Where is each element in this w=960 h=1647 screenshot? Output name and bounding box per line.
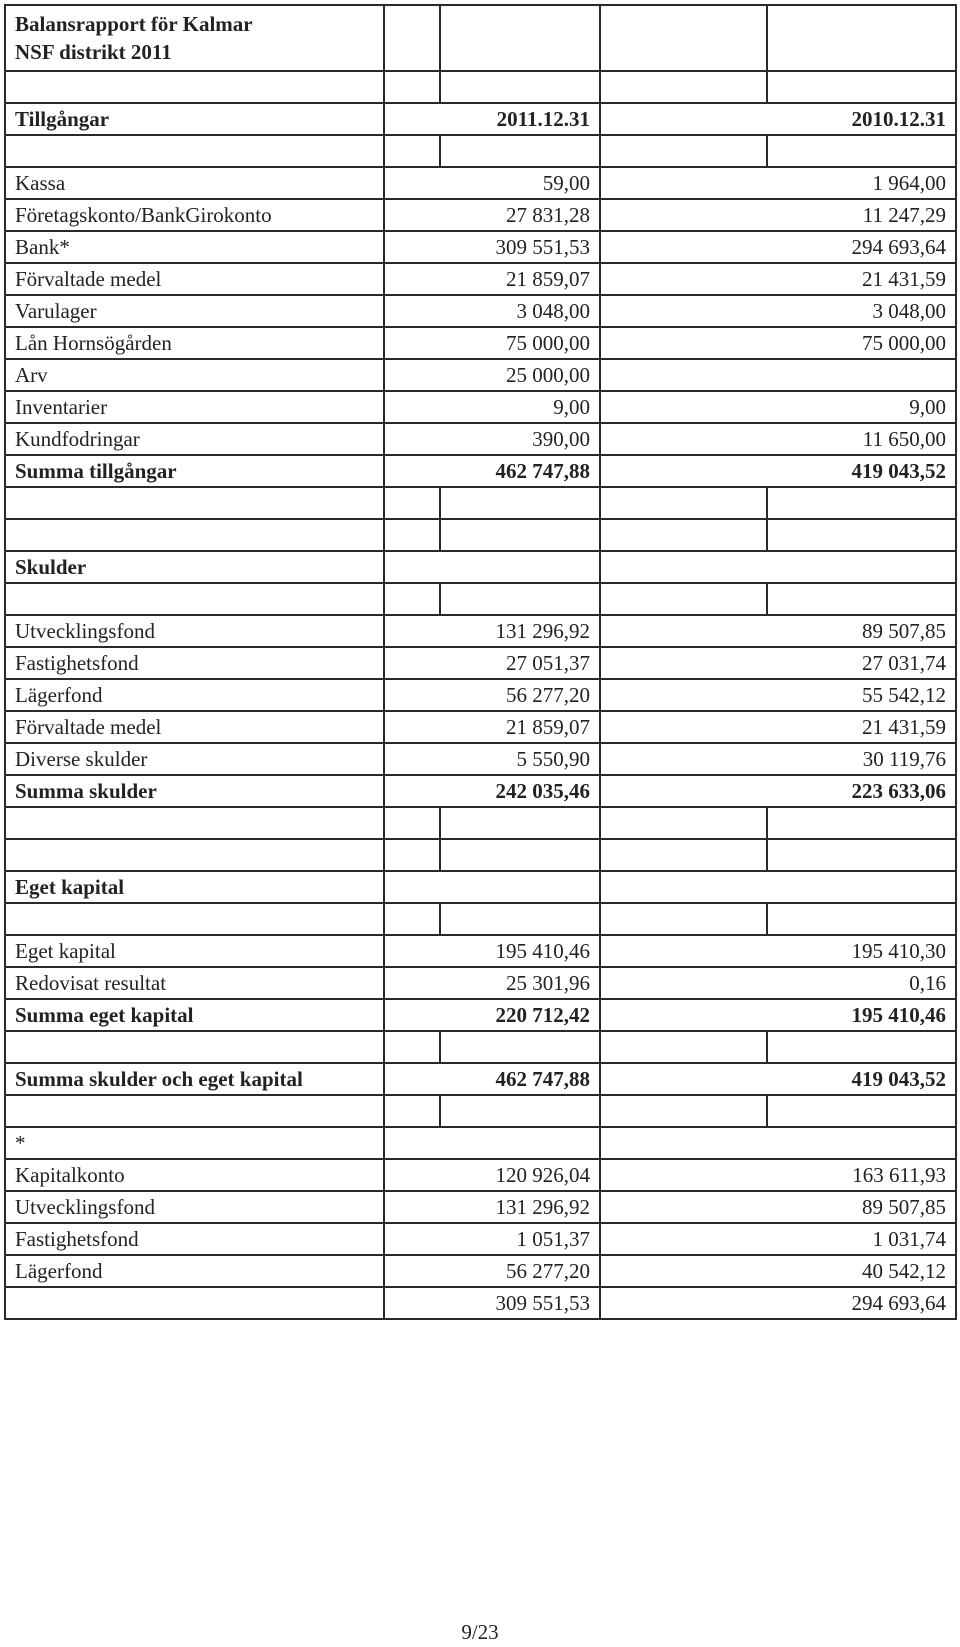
blank-row bbox=[5, 1031, 956, 1063]
row-label: Lägerfond bbox=[5, 679, 384, 711]
data-row bbox=[5, 231, 956, 263]
row-label: Bank* bbox=[5, 231, 384, 263]
value-2011: 462 747,88 bbox=[384, 1063, 600, 1095]
value-2011: 390,00 bbox=[384, 423, 600, 455]
value-2010: 3 048,00 bbox=[600, 295, 956, 327]
value-2010: 30 119,76 bbox=[600, 743, 956, 775]
row-label: Fastighetsfond bbox=[5, 1223, 384, 1255]
header-col-2011: 2011.12.31 bbox=[384, 103, 600, 135]
row-label: Summa skulder och eget kapital bbox=[5, 1063, 384, 1095]
value-2011: 3 048,00 bbox=[384, 295, 600, 327]
row-label: Kapitalkonto bbox=[5, 1159, 384, 1191]
value-2010: 195 410,46 bbox=[600, 999, 956, 1031]
blank-row bbox=[5, 487, 956, 519]
value-2010: 223 633,06 bbox=[600, 775, 956, 807]
data-row bbox=[5, 199, 956, 231]
value-2011: 25 301,96 bbox=[384, 967, 600, 999]
value-2010: 55 542,12 bbox=[600, 679, 956, 711]
value-2011: 131 296,92 bbox=[384, 615, 600, 647]
row-label: Redovisat resultat bbox=[5, 967, 384, 999]
summary-row bbox=[5, 999, 956, 1031]
value-2010: 9,00 bbox=[600, 391, 956, 423]
value-2010: 21 431,59 bbox=[600, 711, 956, 743]
row-label: Summa eget kapital bbox=[5, 999, 384, 1031]
value-2010: 11 650,00 bbox=[600, 423, 956, 455]
value-2010 bbox=[600, 1127, 956, 1159]
row-label: Diverse skulder bbox=[5, 743, 384, 775]
value-2011 bbox=[384, 871, 600, 903]
value-2010 bbox=[600, 551, 956, 583]
data-row bbox=[5, 167, 956, 199]
data-row bbox=[5, 1127, 956, 1159]
value-2011: 21 859,07 bbox=[384, 711, 600, 743]
value-2011: 462 747,88 bbox=[384, 455, 600, 487]
value-2011: 75 000,00 bbox=[384, 327, 600, 359]
header-label: Tillgångar bbox=[5, 103, 384, 135]
value-2011: 25 000,00 bbox=[384, 359, 600, 391]
header-col-2010: 2010.12.31 bbox=[600, 103, 956, 135]
value-2011: 309 551,53 bbox=[384, 1287, 600, 1319]
row-label: Lägerfond bbox=[5, 1255, 384, 1287]
data-row bbox=[5, 1287, 956, 1319]
value-2011: 242 035,46 bbox=[384, 775, 600, 807]
row-label: * bbox=[5, 1127, 384, 1159]
row-label: Eget kapital bbox=[5, 935, 384, 967]
title-row bbox=[5, 5, 956, 71]
data-row bbox=[5, 1255, 956, 1287]
value-2010: 21 431,59 bbox=[600, 263, 956, 295]
value-2010: 11 247,29 bbox=[600, 199, 956, 231]
value-2011: 56 277,20 bbox=[384, 679, 600, 711]
value-2011: 195 410,46 bbox=[384, 935, 600, 967]
row-label bbox=[5, 1287, 384, 1319]
value-2010: 0,16 bbox=[600, 967, 956, 999]
blank-row bbox=[5, 135, 956, 167]
row-label: Kassa bbox=[5, 167, 384, 199]
data-row bbox=[5, 711, 956, 743]
value-2010: 75 000,00 bbox=[600, 327, 956, 359]
page-number: 9/23 bbox=[461, 1620, 499, 1644]
value-2010: 294 693,64 bbox=[600, 1287, 956, 1319]
row-label: Skulder bbox=[5, 551, 384, 583]
value-2010 bbox=[600, 871, 956, 903]
value-2011: 21 859,07 bbox=[384, 263, 600, 295]
summary-row bbox=[5, 1063, 956, 1095]
value-2011: 220 712,42 bbox=[384, 999, 600, 1031]
data-row bbox=[5, 935, 956, 967]
balance-report-table bbox=[4, 4, 957, 1320]
row-label: Varulager bbox=[5, 295, 384, 327]
value-2011: 9,00 bbox=[384, 391, 600, 423]
data-row bbox=[5, 679, 956, 711]
value-2011: 120 926,04 bbox=[384, 1159, 600, 1191]
summary-row bbox=[5, 871, 956, 903]
value-2010: 40 542,12 bbox=[600, 1255, 956, 1287]
row-label: Inventarier bbox=[5, 391, 384, 423]
row-label: Utvecklingsfond bbox=[5, 615, 384, 647]
data-row bbox=[5, 263, 956, 295]
value-2010: 419 043,52 bbox=[600, 455, 956, 487]
value-2011: 56 277,20 bbox=[384, 1255, 600, 1287]
value-2010: 163 611,93 bbox=[600, 1159, 956, 1191]
row-label: Kundfodringar bbox=[5, 423, 384, 455]
value-2011: 1 051,37 bbox=[384, 1223, 600, 1255]
data-row bbox=[5, 615, 956, 647]
value-2011: 5 550,90 bbox=[384, 743, 600, 775]
blank-row bbox=[5, 807, 956, 839]
blank-row bbox=[5, 839, 956, 871]
value-2010: 294 693,64 bbox=[600, 231, 956, 263]
value-2010: 89 507,85 bbox=[600, 615, 956, 647]
value-2011: 131 296,92 bbox=[384, 1191, 600, 1223]
row-label: Förvaltade medel bbox=[5, 263, 384, 295]
data-row bbox=[5, 1159, 956, 1191]
data-row bbox=[5, 1223, 956, 1255]
data-row bbox=[5, 647, 956, 679]
value-2010: 419 043,52 bbox=[600, 1063, 956, 1095]
row-label: Lån Hornsögården bbox=[5, 327, 384, 359]
data-row bbox=[5, 423, 956, 455]
value-2010: 27 031,74 bbox=[600, 647, 956, 679]
summary-row bbox=[5, 775, 956, 807]
value-2010: 1 964,00 bbox=[600, 167, 956, 199]
report-title-line1: Balansrapport för Kalmar bbox=[15, 12, 253, 36]
row-label: Arv bbox=[5, 359, 384, 391]
blank-row bbox=[5, 903, 956, 935]
data-row bbox=[5, 359, 956, 391]
value-2010: 195 410,30 bbox=[600, 935, 956, 967]
blank-row bbox=[5, 71, 956, 103]
row-label: Fastighetsfond bbox=[5, 647, 384, 679]
value-2011: 309 551,53 bbox=[384, 231, 600, 263]
row-label: Förvaltade medel bbox=[5, 711, 384, 743]
blank-row bbox=[5, 583, 956, 615]
value-2010: 89 507,85 bbox=[600, 1191, 956, 1223]
blank-row bbox=[5, 1095, 956, 1127]
value-2011 bbox=[384, 551, 600, 583]
summary-row bbox=[5, 551, 956, 583]
data-row bbox=[5, 1191, 956, 1223]
value-2010 bbox=[600, 359, 956, 391]
data-row bbox=[5, 967, 956, 999]
row-label: Utvecklingsfond bbox=[5, 1191, 384, 1223]
value-2011: 27 051,37 bbox=[384, 647, 600, 679]
data-row bbox=[5, 391, 956, 423]
row-label: Eget kapital bbox=[5, 871, 384, 903]
summary-row bbox=[5, 455, 956, 487]
header-row bbox=[5, 103, 956, 135]
row-label: Företagskonto/BankGirokonto bbox=[5, 199, 384, 231]
data-row bbox=[5, 295, 956, 327]
value-2011: 27 831,28 bbox=[384, 199, 600, 231]
row-label: Summa tillgångar bbox=[5, 455, 384, 487]
data-row bbox=[5, 327, 956, 359]
report-title-line2: NSF distrikt 2011 bbox=[15, 40, 172, 64]
row-label: Summa skulder bbox=[5, 775, 384, 807]
data-row bbox=[5, 743, 956, 775]
value-2011 bbox=[384, 1127, 600, 1159]
blank-row bbox=[5, 519, 956, 551]
value-2011: 59,00 bbox=[384, 167, 600, 199]
report-title-cell bbox=[5, 5, 384, 71]
value-2010: 1 031,74 bbox=[600, 1223, 956, 1255]
